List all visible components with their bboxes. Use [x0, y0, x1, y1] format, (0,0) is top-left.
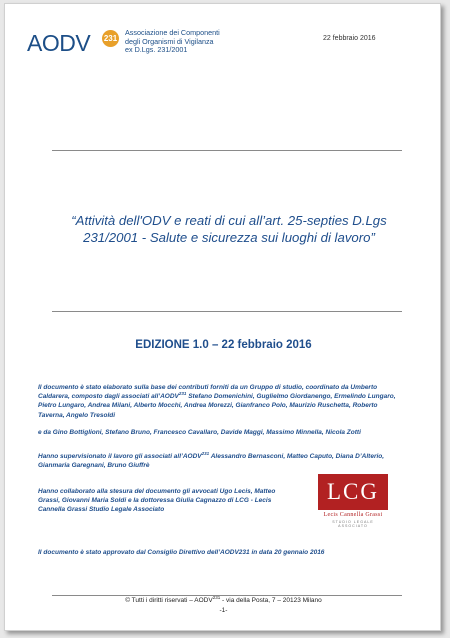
lcg-logo [318, 474, 388, 532]
document-page [4, 3, 441, 631]
logo-mark: AODV [27, 30, 91, 56]
supervisors-text: Hanno supervisionato il lavoro gli associati all’AODV [38, 453, 202, 460]
approval-paragraph: Il documento è stato approvato dal Consiglio Direttivo dell’AODV231 in data 20 gennaio 2016 [38, 549, 325, 556]
contributors-text: Il documento è stato elaborato sulla base dei contributi forniti da un Gruppo di studio, coordinato da Umberto Caldarera, composto dagli associati all’AODV [38, 384, 378, 401]
logo-caption [125, 29, 245, 55]
footer-divider [52, 595, 402, 596]
footer-text: © Tutti i diritti riservati – AODV [125, 597, 213, 604]
lcg-logo-subtitle: STUDIO LEGALE ASSOCIATO [332, 520, 374, 528]
superscript-231: 231 [212, 594, 221, 600]
edition-heading: EDIZIONE 1.0 – 22 febbraio 2016 [135, 339, 312, 351]
logo-caption-line: ex D.Lgs. 231/2001 [125, 45, 188, 55]
additional-contributors-paragraph: e da Gino Bottiglioni, Stefano Bruno, Francesco Cavallaro, Davide Maggi, Massimo Minnella, Nicola Zotti [38, 429, 361, 436]
divider-bottom [52, 311, 402, 312]
footer-address: - via della Posta, 7 – 20123 Milano [220, 597, 322, 604]
lcg-logo-name: Lecis Cannella Grassi [323, 512, 383, 518]
page-number: -1- [219, 607, 228, 614]
logo-caption-line: degli Organismi di Vigilanza [125, 36, 214, 46]
footer-copyright [5, 594, 442, 604]
contributors-names: Stefano Domenichini, Guglielmo Giordanengo, Ermelindo Lungaro, Pietro Lungaro, Andrea Milani, Alberto Mocchi, Andrea Morezzi, Gianfranco Polo, Maurizio Ruschetta, Roberto Taverna, Angelo Tresoldi [38, 393, 396, 419]
header-date: 22 febbraio 2016 [323, 35, 376, 42]
collaborators-paragraph: Hanno collaborato alla stesura del documento gli avvocati Ugo Lecis, Matteo Grassi, Giovanni Maria Soldi e la dottoressa Giulia Cagnazzo di LCG - Lecis Cannella Grassi Studio Legale Associato [38, 488, 276, 514]
logo-caption-line: Associazione dei Componenti [125, 28, 220, 37]
supervisors-names: Alessandro Bernasconi, Matteo Caputo, Diana D’Alterio, Gianmaria Garegnani, Bruno Giuffrè [38, 453, 385, 470]
superscript-231: 231 [178, 391, 187, 397]
divider-top [52, 150, 402, 151]
document-title: “Attività dell'ODV e reati di cui all’art. 25-septies D.Lgs 231/2001 - Salute e sicurezza sui luoghi di lavoro” [71, 213, 387, 245]
contributors-paragraph [38, 383, 403, 420]
lcg-logo-mark: LCG [318, 474, 388, 510]
superscript-231: 231 [201, 450, 210, 456]
logo-badge: 231 [102, 30, 119, 47]
supervisors-paragraph [38, 452, 403, 470]
